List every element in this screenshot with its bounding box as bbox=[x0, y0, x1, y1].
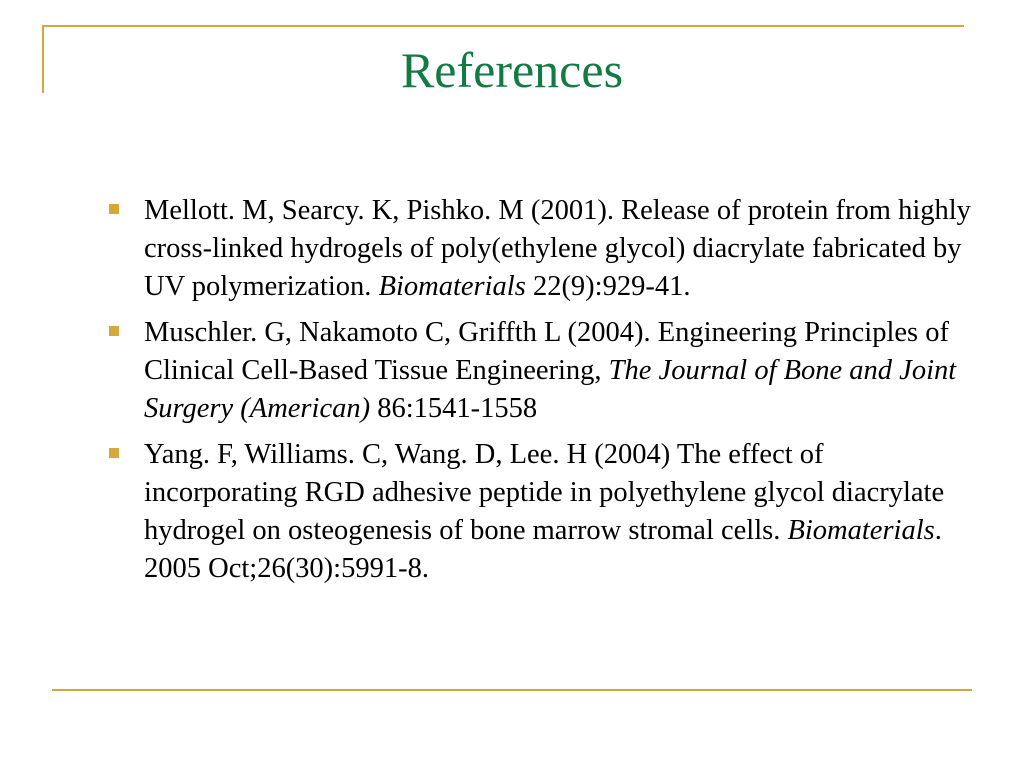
page-title: References bbox=[400, 42, 624, 98]
frame-bottom-line bbox=[52, 689, 972, 691]
reference-item-3 bbox=[103, 436, 983, 588]
reference-journal: The Journal of Bone and Joint Surgery (American) bbox=[144, 355, 957, 424]
reference-item-2 bbox=[103, 314, 983, 428]
reference-text: Muschler. G, Nakamoto C, Griffth L (2004). Engineering Principles of Clinical Cell-Based Tissue Engineering, bbox=[144, 317, 949, 386]
square-bullet-icon bbox=[109, 326, 119, 336]
square-bullet-icon bbox=[109, 448, 119, 458]
reference-citation: 86:1541-1558 bbox=[370, 393, 538, 424]
reference-citation: . 2005 Oct;26(30):5991-8. bbox=[144, 515, 942, 584]
reference-item-1 bbox=[103, 192, 983, 306]
frame-top-line bbox=[42, 25, 964, 27]
reference-text: Mellott. M, Searcy. K, Pishko. M (2001). Release of protein from highly cross-linked hydrogels of poly(ethylene glycol) diacrylate fabricated by UV polymerization. bbox=[144, 195, 971, 302]
square-bullet-icon bbox=[109, 204, 119, 214]
reference-text: Yang. F, Williams. C, Wang. D, Lee. H (2004) The effect of incorporating RGD adhesive peptide in polyethylene glycol diacrylate hydrogel on osteogenesis of bone marrow stromal cells. bbox=[144, 439, 945, 546]
reference-journal: Biomaterials bbox=[378, 271, 526, 302]
reference-journal: Biomaterials bbox=[787, 515, 935, 546]
reference-citation: 22(9):929-41. bbox=[525, 271, 691, 302]
reference-list bbox=[103, 192, 983, 596]
